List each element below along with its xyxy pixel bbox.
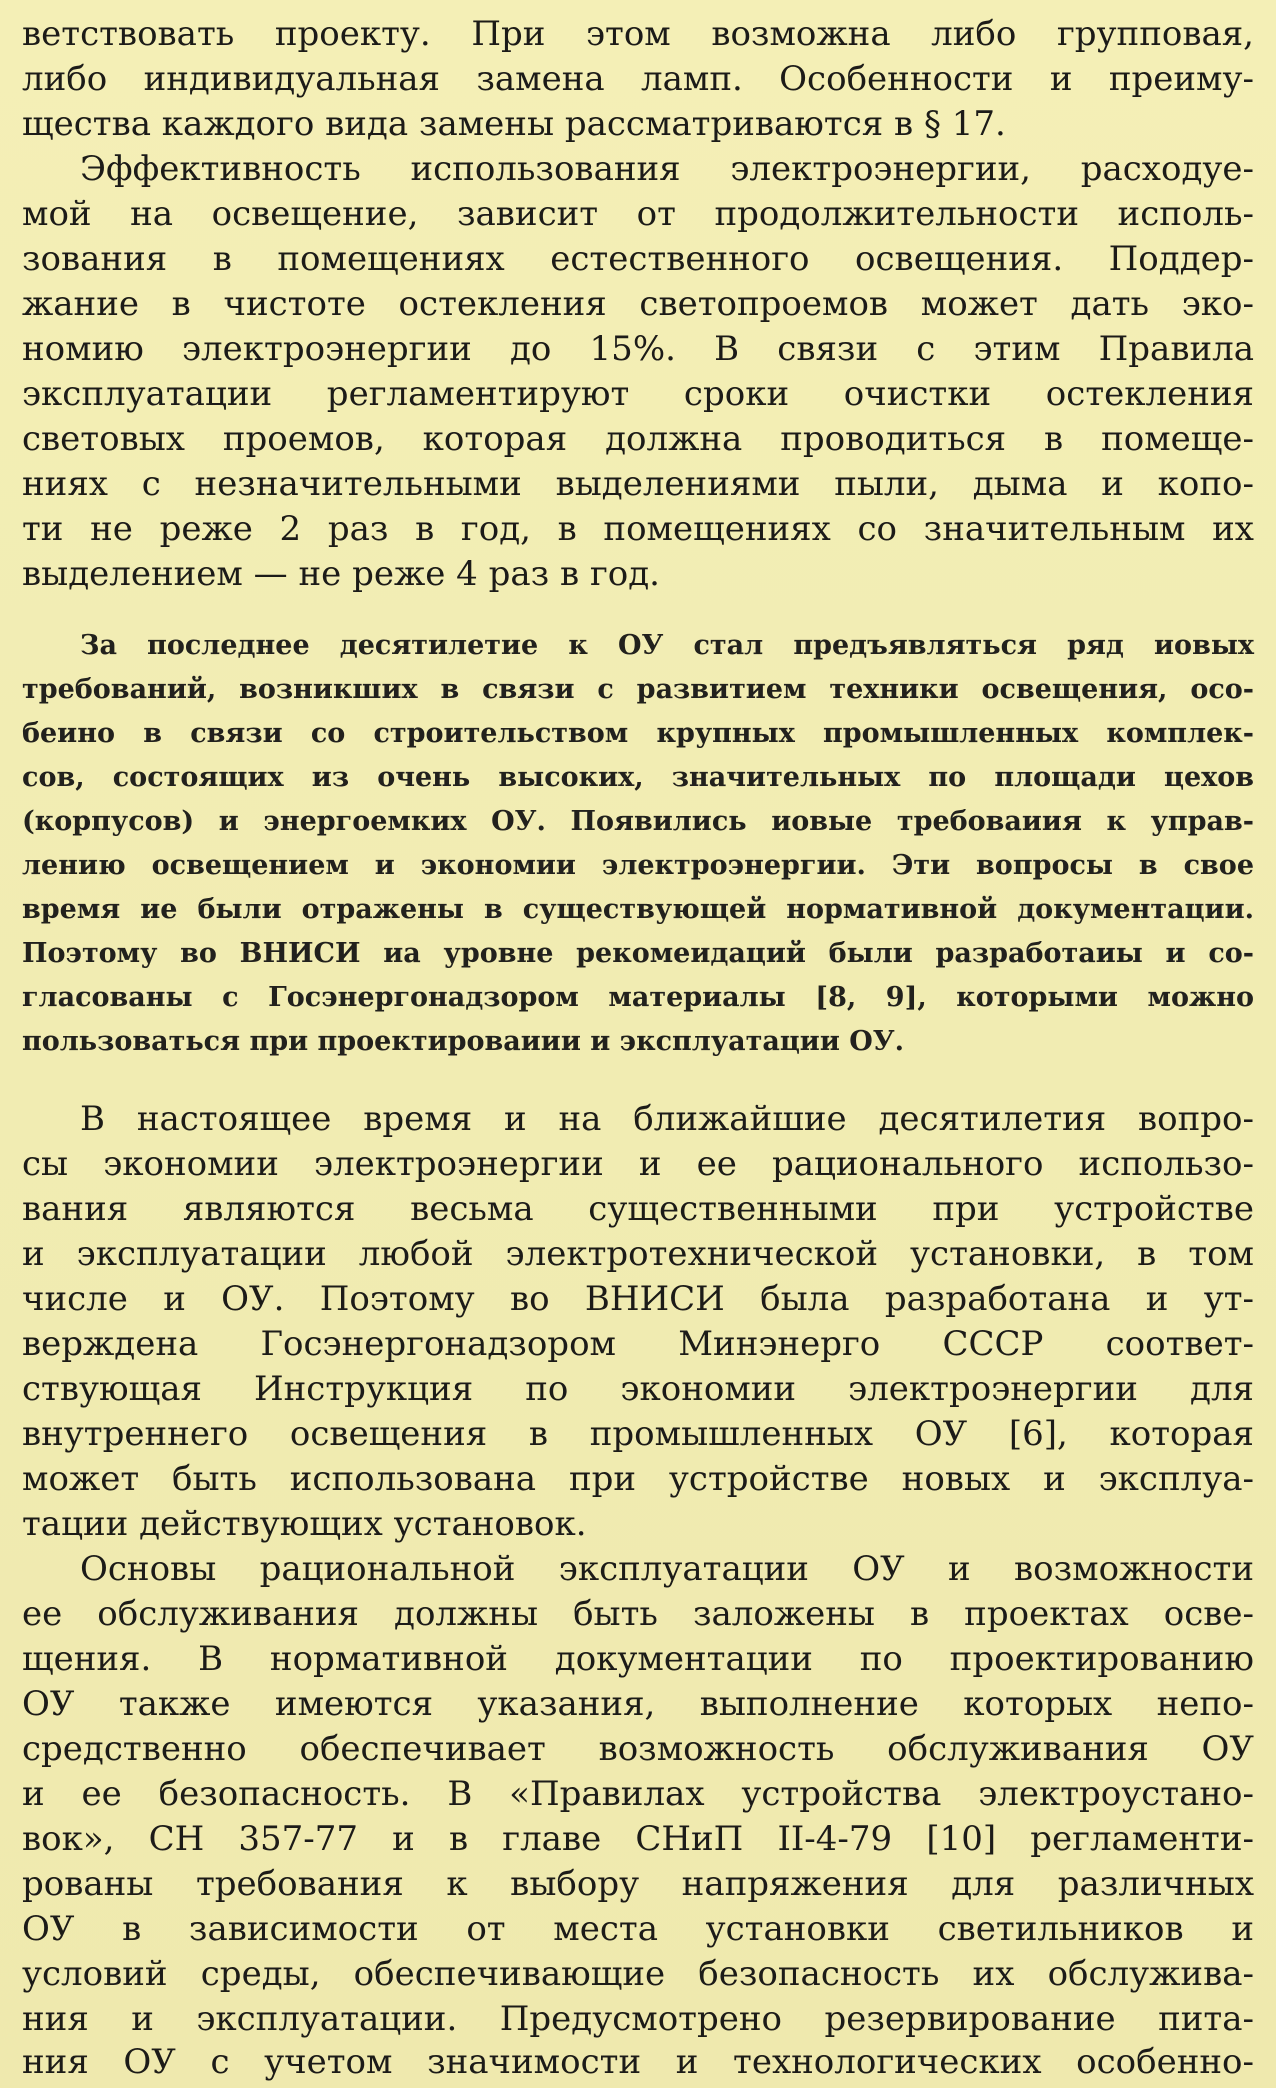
- text-line: сы экономии электроэнергии и ее рационального использо-: [22, 1144, 1254, 1184]
- text-line: Эффективность использования электроэнергии, расходуе-: [80, 149, 1254, 189]
- text-line: может быть использована при устройстве новых и эксплуа-: [22, 1459, 1254, 1499]
- text-line: мой на освещение, зависит от продолжительности исполь-: [22, 194, 1254, 234]
- text-line: рованы требования к выбору напряжения для различных: [22, 1864, 1254, 1904]
- note-line: сов, состоящих из очень высоких, значительных по площади цехов: [22, 762, 1254, 793]
- text-line: ветствовать проекту. При этом возможна либо групповая,: [22, 14, 1254, 54]
- text-line: ния ОУ с учетом значимости и технологических особенно-: [22, 2042, 1254, 2082]
- text-line: ти не реже 2 раз в год, в помещениях со значительным их: [22, 509, 1254, 549]
- text-line: Основы рациональной эксплуатации ОУ и возможности: [80, 1549, 1254, 1589]
- text-line: номию электроэнергии до 15%. В связи с этим Правила: [22, 329, 1254, 369]
- text-line: числе и ОУ. Поэтому во ВНИСИ была разработана и ут-: [22, 1279, 1254, 1319]
- text-line: вания являются весьма существенными при устройстве: [22, 1189, 1254, 1229]
- text-line: и ее безопасность. В «Правилах устройства электроустано-: [22, 1774, 1254, 1814]
- text-line: ния и эксплуатации. Предусмотрено резервирование пита-: [22, 1999, 1254, 2039]
- text-line: жание в чистоте остекления светопроемов может дать эко-: [22, 284, 1254, 324]
- text-line: щения. В нормативной документации по проектированию: [22, 1639, 1254, 1679]
- text-line: В настоящее время и на ближайшие десятилетия вопро-: [80, 1099, 1254, 1139]
- note-line: гласованы с Госэнергонадзором материалы [8, 9], которыми можно: [22, 982, 1254, 1013]
- note-line: (корпусов) и энергоемких ОУ. Появились иовые требоваиия к управ-: [22, 806, 1254, 837]
- text-line: ОУ в зависимости от места установки светильников и: [22, 1909, 1254, 1949]
- text-line: щества каждого вида замены рассматриваются в § 17.: [22, 104, 1006, 144]
- note-line: время ие были отражены в существующей нормативной документации.: [22, 894, 1254, 925]
- text-line: зования в помещениях естественного освещения. Поддер-: [22, 239, 1254, 279]
- text-line: внутреннего освещения в промышленных ОУ [6], которая: [22, 1414, 1254, 1454]
- note-line: Поэтому во ВНИСИ иа уровне рекомеидаций были разработаиы и со-: [22, 938, 1254, 969]
- text-line: вок», СН 357-77 и в главе СНиП II-4-79 [10] регламенти-: [22, 1819, 1254, 1859]
- text-line: ствующая Инструкция по экономии электроэнергии для: [22, 1369, 1254, 1409]
- text-line: условий среды, обеспечивающие безопасность их обслужива-: [22, 1954, 1254, 1994]
- note-line: За последнее десятилетие к ОУ стал предъявляться ряд иовых: [80, 630, 1254, 661]
- text-line: средственно обеспечивает возможность обслуживания ОУ: [22, 1729, 1254, 1769]
- text-line: эксплуатации регламентируют сроки очистки остекления: [22, 374, 1254, 414]
- note-line: требований, возникших в связи с развитием техники освещения, осо-: [22, 674, 1254, 705]
- text-line: либо индивидуальная замена ламп. Особенности и преиму-: [22, 59, 1254, 99]
- text-line: ее обслуживания должны быть заложены в проектах осве-: [22, 1594, 1254, 1634]
- text-line: выделением — не реже 4 раз в год.: [22, 554, 660, 594]
- text-line: верждена Госэнергонадзором Минэнерго СССР соответ-: [22, 1324, 1254, 1364]
- text-line: ниях с незначительными выделениями пыли, дыма и копо-: [22, 464, 1254, 504]
- note-line: лению освещением и экономии электроэнергии. Эти вопросы в свое: [22, 850, 1254, 881]
- note-line: беино в связи со строительством крупных промышленных комплек-: [22, 718, 1254, 749]
- text-line: ОУ также имеются указания, выполнение которых непо-: [22, 1684, 1254, 1724]
- text-line: и эксплуатации любой электротехнической установки, в том: [22, 1234, 1254, 1274]
- note-line: пользоваться при проектироваиии и эксплуатации ОУ.: [22, 1026, 905, 1057]
- text-line: тации действующих установок.: [22, 1504, 587, 1544]
- text-line: световых проемов, которая должна проводиться в помеще-: [22, 419, 1254, 459]
